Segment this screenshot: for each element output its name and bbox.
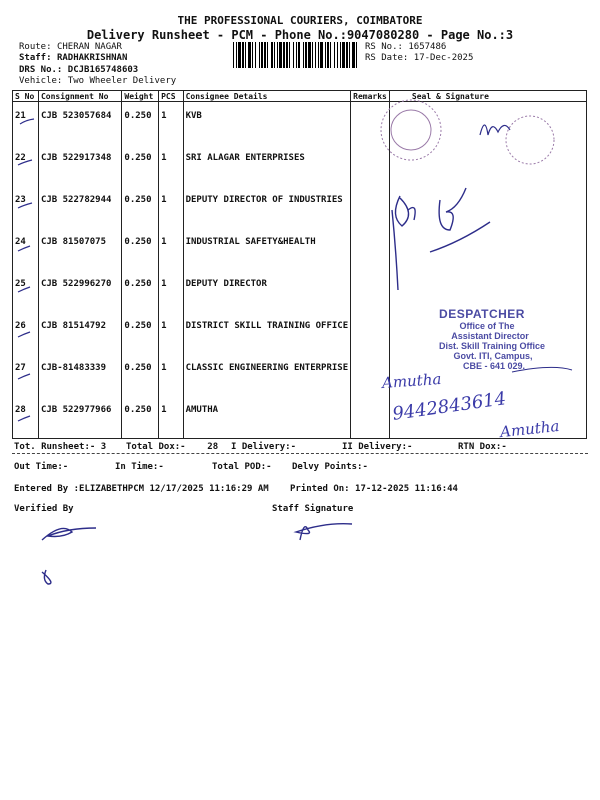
company-title: THE PROFESSIONAL COURIERS, COIMBATORE xyxy=(177,14,423,27)
cell-consignment: CJB 81514792 xyxy=(38,312,121,354)
runsheet-subtitle: Delivery Runsheet - PCM - Phone No.:9047080280 - Page No.:3 xyxy=(86,28,514,42)
cell-weight: 0.250 xyxy=(122,396,159,439)
handwritten-phone: 9442843614 xyxy=(391,388,508,425)
cell-consignment: CJB 522977966 xyxy=(38,396,121,439)
col-sno: S No xyxy=(13,91,39,102)
cell-weight: 0.250 xyxy=(122,270,159,312)
footer-signatures xyxy=(42,524,352,584)
cell-consignee: CLASSIC ENGINEERING ENTERPRISE xyxy=(183,354,351,396)
cell-sno: 27 xyxy=(13,354,39,396)
cell-consignment: CJB 522782944 xyxy=(38,186,121,228)
cell-weight: 0.250 xyxy=(122,102,159,145)
staff-line: Staff: RADHAKRISHNAN xyxy=(19,53,128,63)
cell-consignment: CJB 522996270 xyxy=(38,270,121,312)
rtn-dox: RTN Dox:- xyxy=(458,442,507,452)
cell-weight: 0.250 xyxy=(122,186,159,228)
cell-consignment: CJB 522917348 xyxy=(38,144,121,186)
i-delivery: I Delivery:- xyxy=(231,442,297,452)
divider xyxy=(12,453,588,454)
cell-consignment: CJB 523057684 xyxy=(38,102,121,145)
cell-pcs: 1 xyxy=(159,102,183,145)
col-seal: Seal & Signature xyxy=(389,91,586,102)
delivery-points: Delvy Points:- xyxy=(292,462,368,472)
entered-by: Entered By :ELIZABETHPCM 12/17/2025 11:16:29 AM xyxy=(14,484,269,494)
handwritten-name-2: Amutha xyxy=(499,416,561,442)
stamp-line4: Govt. ITI, Campus, xyxy=(453,351,533,361)
drs-line: DRS No.: DCJB165748603 xyxy=(19,65,139,75)
cell-pcs: 1 xyxy=(159,186,183,228)
stamp-line1: Office of The xyxy=(459,321,515,331)
verified-by: Verified By xyxy=(14,504,74,514)
rs-no-line: RS No.: 1657486 xyxy=(365,42,447,52)
cell-consignee: AMUTHA xyxy=(183,396,351,439)
cell-sno: 22 xyxy=(13,144,39,186)
in-time: In Time:- xyxy=(115,462,164,472)
route-line: Route: CHERAN NAGAR xyxy=(19,42,122,52)
rs-date-line: RS Date: 17-Dec-2025 xyxy=(365,53,474,63)
cell-consignee: DEPUTY DIRECTOR OF INDUSTRIES xyxy=(183,186,351,228)
cell-pcs: 1 xyxy=(159,144,183,186)
col-consignment: Consignment No xyxy=(38,91,121,102)
cell-weight: 0.250 xyxy=(122,312,159,354)
cell-sno: 21 xyxy=(13,102,39,145)
cell-pcs: 1 xyxy=(159,312,183,354)
stamp-title: DESPATCHER xyxy=(439,307,525,321)
handwritten-name-1: Amutha xyxy=(381,369,442,393)
cell-pcs: 1 xyxy=(159,396,183,439)
col-remarks: Remarks xyxy=(351,91,390,102)
cell-weight: 0.250 xyxy=(122,228,159,270)
stamp-line2: Assistant Director xyxy=(451,331,529,341)
signature-23 xyxy=(392,188,490,290)
col-consignee: Consignee Details xyxy=(183,91,351,102)
col-weight: Weight xyxy=(122,91,159,102)
stamp-line3: Dist. Skill Training Office xyxy=(438,341,546,351)
cell-consignee: KVB xyxy=(183,102,351,145)
staff-signature: Staff Signature xyxy=(272,504,354,514)
total-pod: Total POD:- xyxy=(212,462,272,472)
stamp-line5: CBE - 641 029. xyxy=(462,361,526,371)
cell-sno: 25 xyxy=(13,270,39,312)
cell-sno: 23 xyxy=(13,186,39,228)
total-dox: Total Dox:- 28 xyxy=(126,442,219,452)
cell-sno: 28 xyxy=(13,396,39,439)
seal-circle xyxy=(381,100,554,164)
cell-consignee: DISTRICT SKILL TRAINING OFFICE xyxy=(183,312,351,354)
cell-consignee: INDUSTRIAL SAFETY&HEALTH xyxy=(183,228,351,270)
cell-sno: 24 xyxy=(13,228,39,270)
out-time: Out Time:- xyxy=(14,462,69,472)
cell-weight: 0.250 xyxy=(122,144,159,186)
cell-consignee: DEPUTY DIRECTOR xyxy=(183,270,351,312)
total-runsheet: Tot. Runsheet:- 3 xyxy=(14,442,107,452)
cell-consignee: SRI ALAGAR ENTERPRISES xyxy=(183,144,351,186)
cell-sno: 26 xyxy=(13,312,39,354)
cell-weight: 0.250 xyxy=(122,354,159,396)
ii-delivery: II Delivery:- xyxy=(342,442,413,452)
cell-pcs: 1 xyxy=(159,228,183,270)
printed-on: Printed On: 17-12-2025 11:16:44 xyxy=(290,484,458,494)
cell-pcs: 1 xyxy=(159,270,183,312)
vehicle-line: Vehicle: Two Wheeler Delivery xyxy=(19,76,177,86)
col-pcs: PCS xyxy=(159,91,183,102)
cell-consignment: CJB-81483339 xyxy=(38,354,121,396)
tick-marks xyxy=(18,119,34,421)
cell-pcs: 1 xyxy=(159,354,183,396)
despatcher-stamp xyxy=(402,307,562,371)
cell-consignment: CJB 81507075 xyxy=(38,228,121,270)
